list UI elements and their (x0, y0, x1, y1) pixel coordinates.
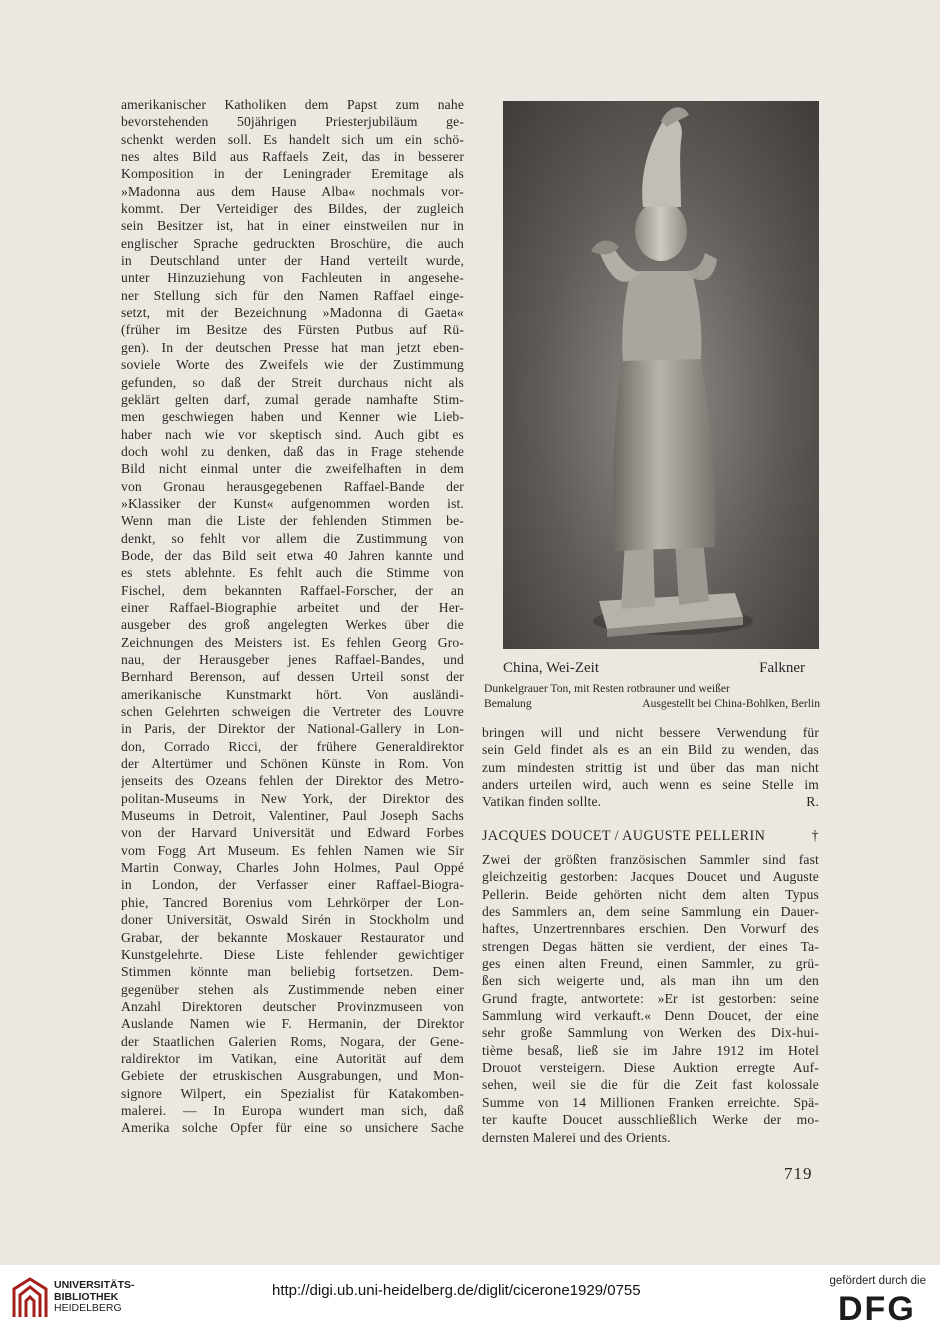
text-line: Zwei der größten französischen Sammler sind fast (482, 852, 819, 867)
page-number: 719 (784, 1164, 813, 1183)
caption-period: China, Wei-Zeit (503, 660, 599, 676)
text-line: in London, der Verfasser einer Raffael-Biogra- (121, 877, 464, 893)
caption-exhibit-line (484, 696, 820, 711)
text-line: strengen Degas hätten sie verdient, der eines Ta- (482, 938, 819, 954)
text-line: Bernhard Berenson, auf dessen Urteil sonst der (121, 669, 464, 685)
text-line: nau, der Herausgeber jenes Raffael-Bandes, und (121, 652, 464, 667)
university-library-logo-icon (10, 1275, 50, 1321)
text-line: Zeichnungen des Meisters ist. Es fehlen Georg Gro- (121, 634, 464, 650)
left-text-column (121, 96, 464, 1137)
text-line: denkt, so fehlt vor allem die Zustimmung von (121, 530, 464, 546)
text-line: ßen sich weigerte und, als man ihn um den (482, 973, 819, 989)
text-line: jenseits des Ozeans fehlen der Direktor des Metro- (121, 773, 464, 789)
text-line: schenkt werden soll. Es handelt sich um ein schö- (121, 131, 464, 147)
dfg-logo-text: DFG (838, 1291, 916, 1323)
text-line: malerei. — In Europa wundert man sich, daß (121, 1102, 464, 1118)
text-line: amerikanische Kunstmarkt hört. Von ausländi- (121, 686, 464, 702)
text-line: gleichzeitig gestorben: Jacques Doucet und Auguste (482, 869, 819, 885)
figure-caption-details (484, 681, 820, 711)
closing-text: Vatikan finden sollte. (482, 794, 602, 810)
text-line: bevorstehenden 50jährigen Priesterjubiläum ge- (121, 114, 464, 130)
text-line: geklärt gelten darf, zumal gerade namhafte Stim- (121, 391, 464, 407)
text-line: schen Gelehrten schweigen die Vertreter des Louvre (121, 704, 464, 720)
text-line: don, Corrado Ricci, der frühere Generaldirektor (121, 738, 464, 754)
heading-text: JACQUES DOUCET / AUGUSTE PELLERIN (482, 828, 766, 844)
text-line: Kunstgelehrte. Diese Liste fehlender gewichtiger (121, 946, 464, 962)
digitization-footer (0, 1265, 940, 1332)
text-line: Amerika solche Opfer für eine so unsichere Sache (121, 1120, 464, 1136)
text-line: anders urteilen wird, auch wenn es seine Stelle im (482, 777, 819, 793)
right-text-column-bottom (482, 851, 819, 1146)
text-line: sein Geld findet als es an ein Bild zu wenden, das (482, 742, 819, 758)
text-line: es stets ablehnte. Es fehlt auch die Stimme von (121, 565, 464, 581)
text-line: Gebiete der etruskischen Ausgrabungen, und Mon- (121, 1068, 464, 1084)
text-line: »Klassiker der Kunst« aufgenommen worden ist. (121, 495, 464, 511)
text-line: bringen will und nicht bessere Verwendung für (482, 725, 819, 740)
text-line: Bode, der das Bild seit etwa 40 Jahren kannte und (121, 547, 464, 563)
text-line: doch wohl zu denken, daß das in Frage stehende (121, 443, 464, 459)
text-line: gegenüber stehen als Zustimmende neben einer (121, 981, 464, 997)
text-line: ges einen alten Freund, einen Sammler, zu grü- (482, 956, 819, 972)
text-line: politan-Museums in New York, der Direktor des (121, 790, 464, 806)
text-line: Wenn man die Liste der fehlenden Stimmen be- (121, 513, 464, 529)
text-line: der Staatlichen Galerien Roms, Nogara, der Gene- (121, 1033, 464, 1049)
text-line: gefunden, so daß der Streit durchaus nicht als (121, 374, 464, 390)
text-line: Anzahl Direktoren deutscher Provinzmuseen von (121, 998, 464, 1014)
text-line: dernsten Malerei und des Orients. (482, 1129, 671, 1145)
text-line: Fischel, dem bekannten Raffael-Forscher, der an (121, 582, 464, 598)
text-line: Grund fragte, antwortete: »Er ist gestorben: seine (482, 990, 819, 1006)
caption-material-line (484, 681, 820, 696)
text-line: (früher im Besitze des Fürsten Putbus auf Rü- (121, 322, 464, 338)
text-line: in Deutschland unter der Hand verteilt wurde, (121, 253, 464, 269)
text-line: ner Stellung sich für den Namen Raffael einge- (121, 287, 464, 303)
text-line: ausgeber des groß angelegten Werkes über die (121, 617, 464, 633)
library-line-2: BIBLIOTHEK (54, 1290, 119, 1303)
text-line: signore Wilpert, ein Spezialist für Katakomben- (121, 1085, 464, 1101)
text-line: setzt, mit der Bezeichnung »Madonna di Gaeta« (121, 305, 464, 321)
text-line: vom Fogg Art Museum. Es fehlen Namen wie Sir (121, 842, 464, 858)
text-line: Drouot versteigern. Diese Auktion erregte Auf- (482, 1060, 819, 1076)
text-line: Martin Conway, Charles John Holmes, Paul Oppé (121, 860, 464, 876)
text-line: zum mindesten strittig ist und über das man nicht (482, 759, 819, 775)
section-heading (482, 828, 819, 845)
text-line: von Gronau herausgegebenen Raffael-Bande der (121, 478, 464, 494)
text-line: des Sammlers an, dem seine Sammlung ein Dauer- (482, 904, 819, 920)
closing-line (482, 793, 819, 810)
text-line: Bild nicht einmal unter die zweifelhaften in dem (121, 461, 464, 477)
caption-subject: Falkner (759, 660, 805, 676)
text-line: der Altertümer und Schönen Künste in Rom. Von (121, 756, 464, 772)
text-line: Pellerin. Beide gehörten nicht dem alten Typus (482, 886, 819, 902)
caption-exhibited: Ausgestellt bei China-Bohlken, Berlin (642, 697, 820, 710)
author-signature: R. (806, 794, 819, 810)
library-line-1: UNIVERSITÄTS- (54, 1279, 135, 1291)
text-line: Summe von 14 Millionen Franken erreichte. Spä- (482, 1094, 819, 1110)
text-line: Komposition in der Leningrader Eremitage als (121, 166, 464, 182)
text-line: sein Besitzer ist, hat in einer einstweilen nur in (121, 218, 464, 234)
library-name (54, 1280, 135, 1315)
library-line-3: HEIDELBERG (54, 1302, 122, 1314)
caption-material: Dunkelgrauer Ton, mit Resten rotbrauner und weißer (484, 682, 730, 695)
text-line: Auslande Namen wie F. Hermanin, der Direktor (121, 1016, 464, 1032)
right-text-column-top (482, 724, 819, 811)
text-line: haftes, Unzertrennbares erschien. Den Vorwurf des (482, 921, 819, 937)
caption-painting: Bemalung (484, 697, 532, 710)
falconer-statuette-image (503, 101, 819, 649)
text-line: Grabar, der bekannte Moskauer Restaurator und (121, 929, 464, 945)
falconer-figure-photo (503, 101, 819, 649)
text-line: tième besaß, ließ sie im Jahre 1912 im Hotel (482, 1042, 819, 1058)
funded-by-label: gefördert durch die (829, 1275, 926, 1287)
dfg-logo-icon (836, 1291, 928, 1323)
text-line: »Madonna aus dem Hause Alba« nochmals vor- (121, 183, 464, 199)
text-line: einer Raffael-Biographie arbeitet und der Her- (121, 599, 464, 615)
text-line: phie, Tancred Borenius vom Lehrkörper der Lon- (121, 894, 464, 910)
text-line: englischer Sprache gedruckten Broschüre, die auch (121, 235, 464, 251)
text-line: Museums in Detroit, Valentiner, Paul Joseph Sachs (121, 808, 464, 824)
text-line: Sammlung wird verkauft.« Denn Doucet, der eine (482, 1008, 819, 1024)
text-line: ter kaufte Doucet ausschließlich Werke der mo- (482, 1112, 819, 1128)
obituary-cross: † (811, 828, 819, 844)
text-line: soviele Worte des Zweifels wie der Zustimmung (121, 357, 464, 373)
text-line: sehr große Sammlung von Werken des Dix-hui- (482, 1025, 819, 1041)
text-line: doner Universität, Oswald Sirén in Stockholm und (121, 912, 464, 928)
text-line: men geschwiegen haben und Kenner wie Lieb- (121, 409, 464, 425)
text-line: amerikanischer Katholiken dem Papst zum nahe (121, 97, 464, 112)
text-line: haber nach wie vor skeptisch sind. Auch gibt es (121, 426, 464, 442)
text-line: gen). In der deutschen Presse hat man jetzt eben- (121, 339, 464, 355)
text-line: von der Harvard Universität und Edward Forbes (121, 825, 464, 841)
text-line: unter Hinzuziehung von Fachleuten in angesehe- (121, 270, 464, 286)
text-line: kommt. Der Verteidiger des Bildes, der zugleich (121, 201, 464, 217)
text-line: raldirektor im Vatikan, eine Autorität auf dem (121, 1050, 464, 1066)
text-line: Stimmen könnte man beliebig fortsetzen. Dem- (121, 964, 464, 980)
text-line: nes altes Bild aus Raffaels Zeit, das in besserer (121, 149, 464, 165)
text-line: sehen, weil sie die für die Zeit fast kolossale (482, 1077, 819, 1093)
text-line: in Paris, der Direktor der National-Gallery in Lon- (121, 721, 464, 737)
permalink-url[interactable]: http://digi.ub.uni-heidelberg.de/diglit/cicerone1929/0755 (272, 1282, 641, 1299)
